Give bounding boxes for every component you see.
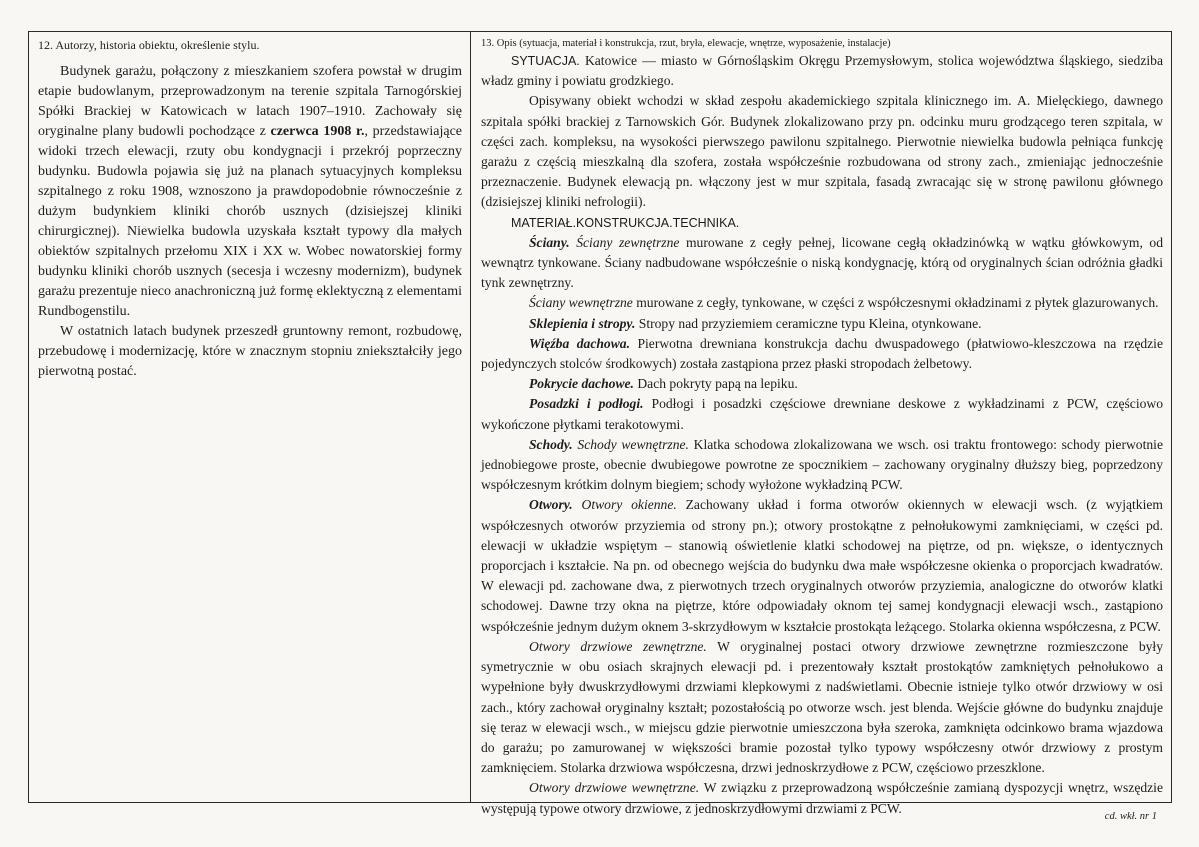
location-paragraph: Opisywany obiekt wchodzi w skład zespołu akademickiego szpitala klinicznego im. A. Mielęckiego, dawnego szpitala spółki brackiej z Tarnowskich Gór. Budynek zlokalizowano przy pn. odcinku muru grodzącego teren szpitala, w części zach. kompleksu, na wysokości pierwszego pawilonu szpitalnego. Pierwotnie niewielka budowla pełniąca funkcję garażu z częścią mieszkalną dla szofera, została współcześnie rozbudowana od strony zach., zmieniając jednocześnie przeznaczenie. Budynek elewacją pn. włączony jest w mur szpitala, fasadą zwracając się w stronę pawilonu głównego (dzisiejszej kliniki nefrologii). [481,93,1163,210]
plan-date: czerwca 1908 r. [270,124,365,139]
form-frame [28,31,1172,822]
section-13-header: 13. Opis (sytuacja, materiał i konstrukcja, rzut, bryła, elewacje, wnętrze, wyposażenie, instalacje) [481,38,891,49]
inner-doors-paragraph: Otwory drzwiowe wewnętrzne. W związku z przeprowadzoną współcześnie zamianą dyspozycji wnętrz, wszędzie występują typowe otwory drzwiowe, z jednoskrzydłowymi drzwiami z PCW. [481,780,1163,816]
section-12-body [38,62,462,382]
history-paragraph-2: W ostatnich latach budynek przeszedł gruntowny remont, rozbudowę, przebudowę i modernizację, które w znacznym stopniu zniekształciły jego pierwotną postać. [38,324,462,379]
vaults-paragraph: Sklepienia i stropy. Stropy nad przyziemiem ceramiczne typu Kleina, otynkowane. [529,315,982,331]
roofing-paragraph: Pokrycie dachowe. Dach pokryty papą na lepiku. [529,376,798,392]
material-heading: MATERIAŁ.KONSTRUKCJA.TECHNIKA. [511,215,740,230]
floors-paragraph: Posadzki i podłogi. Podłogi i posadzki częściowe drewniane deskowe z wykładzinami z PCW, częściowo wykończone płytkami terakotowymi. [481,396,1164,432]
windows-paragraph: Otwory. Otwory okienne. Zachowany układ i forma otworów okiennych w elewacji wsch. (z wyjątkiem współczesnych otworów przyziemia od strony pn.); otwory prostokątne z pełnołukowymi zamknięciami, w części pd. elewacji w układzie wspiętym – stanowią oświetlenie klatki schodowej na piętrze, od pn. większe, o identycznych proporcjach i kształcie. Na pn. od obecnego wejścia do budynku dwa małe współczesne okienka o proporcjach kwadratów. W elewacji pd. zachowane dwa, z pierwotnych trzech oryginalnych otworów przyziemia, analogiczne do otworów klatki schodowej. Dawne trzy okna na piętrze, które odpowiadały oknom tej samej kondygnacji elewacji wsch., zastąpiono współcześnie jednym dużym oknem 3-skrzydłowym w kształcie prostokąta leżącego. Stolarka okienna współczesna, z PCW. [481,497,1163,634]
continuation-note: cd. wkł. nr 1 [1104,811,1157,822]
inner-walls-paragraph: Ściany wewnętrzne murowane z cegły, tynkowane, w części z współczesnymi okładzinami z płytek glazurowanych. [529,295,1159,311]
roof-truss-paragraph: Więźba dachowa. Pierwotna drewniana konstrukcja dachu dwuspadowego (płatwiowo-kleszczowa na rzędzie pojedynczych stolców środkowych) została zastąpiona przez płaski stropodach żelbetowy. [481,335,1163,372]
history-paragraph-1: Budynek garażu, połączony z mieszkaniem szofera powstał w drugim etapie budowlanym, przeprowadzonym na terenie szpitala Tarnogórskiej Spółki Brackiej w Katowicach w latach 1907–1910. Zachowały się oryginalne plany budowli pochodzące z czerwca 1908 r., przedstawiające widoki trzech elewacji, rzuty obu kondygnacji i przekrój poprzeczny budynku. Budowla pojawia się już na planach sytuacyjnych kompleksu szpitalnego z roku 1908, wznoszono ja prawdopodobnie równocześnie z dużym budynkiem kliniki chorób usznych (dzisiejszej kliniki chirurgicznej). Niewielka budowla uzyskała kształt typowy dla małych obiektów szpitalnych przełomu XIX i XX w. Wobec nowatorskiej formy budynku kliniki chorób usznych (secesja i wczesny modernizm), budynek garażu prezentuje nieco anachroniczną już formę eklektyczną z elementami Rundbogenstilu. [38,64,463,319]
stairs-paragraph: Schody. Schody wewnętrzne. Klatka schodowa zlokalizowana we wsch. osi traktu frontowego: schody pierwotnie jednobiegowe proste, obecnie dwubiegowe powrotne ze spocznikiem – zachowany oryginalny dłuższy bieg, poprzedzony współczesnym krótkim dolnym biegiem; schody wyłożone wykładziną PCW. [481,436,1163,493]
walls-label: Ściany. [529,234,570,250]
situation-paragraph: SYTUACJA. Katowice — miasto w Górnośląskim Okręgu Przemysłowym, stolica województwa śląskiego, siedziba władz gminy i powiatu grodzkiego. [481,53,1163,89]
situation-label: SYTUACJA. [511,54,580,68]
walls-paragraph: Ściany. Ściany zewnętrzne murowane z cegły pełnej, licowane cegłą okładzinówką w wątku główkowym, od wewnątrz tynkowane. Ściany nadbudowane współcześnie o niską kondygnację, którą od oryginalnych ścian odróżnia gładki tynk zewnętrzny. [481,234,1163,291]
outer-doors-paragraph: Otwory drzwiowe zewnętrzne. W oryginalnej postaci otwory drzwiowe zewnętrzne rozmieszczone były symetrycznie w obu osiach skrajnych elewacji pd. i prezentowały kształt prostokątów zamkniętych pełnołukowo a wypełnione były dwuskrzydłowymi drzwiami klepkowymi z nadświetlami. Obecnie istnieje tylko otwór drzwiowy w osi zach., który zachował oryginalny kształt; pozostałością po otworze wsch. jest blenda. Wejście główne do budynku znajduje się teraz w elewacji wsch., w miejscu gdzie pierwotnie umieszczona była szeroka, zamknięta odcinkowo brama wjazdowa do garażu; po zamurowanej w większości bramie pozostał tylko typowy współczesny otwór drzwiowy z prostym zamknięciem. Stolarka drzwiowa współczesna, drzwi jednoskrzydłowe z PCW, częściowo przeszklone. [481,638,1164,776]
section-13-column [471,32,1171,816]
section-12-column [29,32,471,802]
section-12-header: 12. Autorzy, historia obiektu, określenie stylu. [38,38,260,52]
section-13-body [481,51,1163,819]
